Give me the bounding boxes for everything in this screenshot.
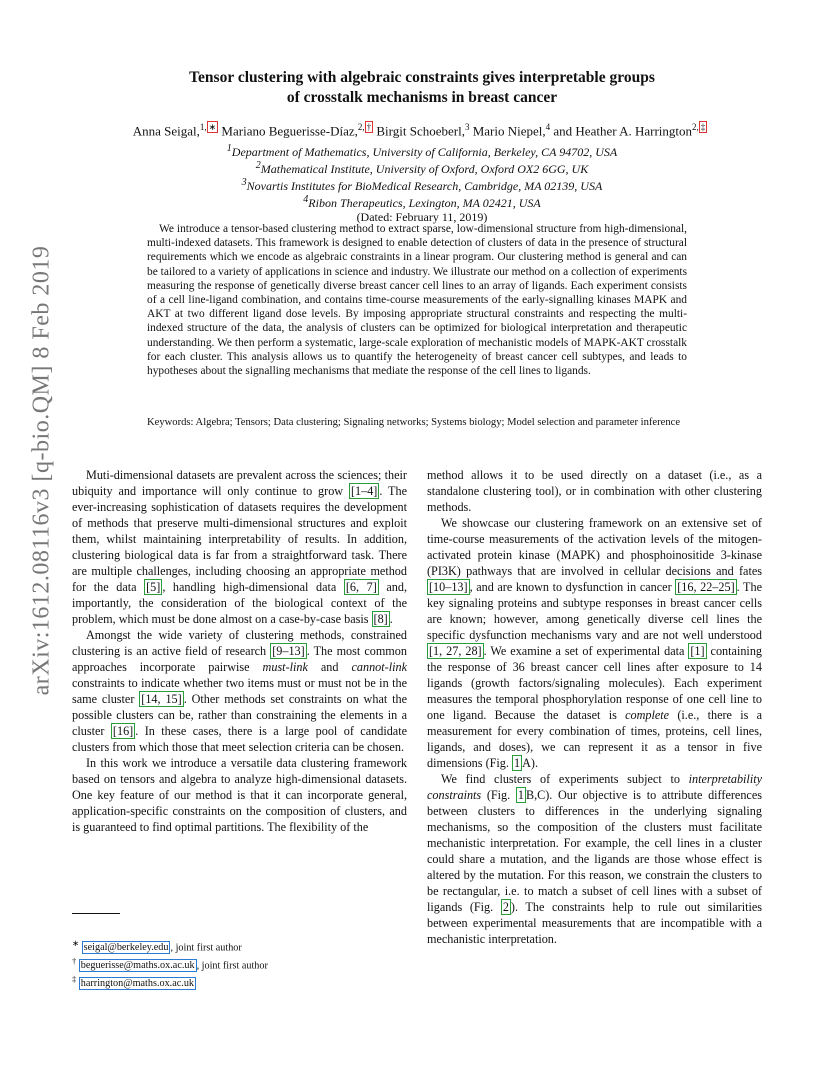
author-5-affil: 2,	[692, 122, 699, 132]
affiliation-3-text: Novartis Institutes for BioMedical Research, Cambridge, MA 02139, USA	[246, 179, 603, 193]
email-link[interactable]: seigal@berkeley.edu	[83, 942, 169, 954]
citation-link[interactable]: [5]	[146, 580, 161, 594]
footnote-2	[72, 955, 412, 973]
affiliation-4	[90, 193, 754, 210]
paragraph-5	[427, 515, 762, 771]
author-1-affil: 1,	[199, 122, 207, 132]
footnotes	[72, 937, 412, 990]
citation-link[interactable]: [1, 27, 28]	[429, 644, 482, 658]
title-line-2: of crosstalk mechanisms in breast cancer	[286, 89, 558, 106]
affiliation-4-number: 4	[303, 194, 309, 205]
figure-link[interactable]: 1	[517, 788, 524, 802]
text: . We examine a set of experimental data	[483, 644, 689, 658]
affiliation-1	[90, 142, 754, 159]
text: B,C). Our objective is to attribute differences between clusters to differences in the underlying signaling mechanisms, so the composition of the clusters must facilitate mechanistic interpretation. For example, the cell lines in a cluster could share a mutation, and the ligands are those whose effect is altered by the mutation. For this reason, we constrain the clusters to be rectangular, i.e. to match a subset of cell lines with a subset of ligands (Fig.	[427, 788, 762, 914]
author-5-footnote-link[interactable]: ‡	[700, 122, 706, 132]
title-line-1: Tensor clustering with algebraic constraints gives interpretable groups	[189, 69, 655, 86]
emphasis: cannot-link	[351, 660, 407, 674]
text: and, importantly, the consideration of the biological context of the problem, which must be done almost on a case-by-case basis	[72, 580, 407, 626]
text: containing the response of 36 breast cancer cell lines after exposure to 14 ligands (growth factors/signaling molecules). Each experiment measures the temporal phosphorylation response of one cell line to one ligand. Because the dataset is	[427, 644, 763, 722]
author-2-footnote-link[interactable]: †	[366, 122, 372, 132]
affiliation-1-text: Department of Mathematics, University of California, Berkeley, CA 94702, USA	[231, 145, 618, 159]
citation-link[interactable]: [1–4]	[350, 484, 378, 498]
keywords: Keywords: Algebra; Tensors; Data clustering; Signaling networks; Systems biology; Model selection and parameter inference	[147, 417, 681, 428]
text: and	[307, 660, 352, 674]
citation-link[interactable]: [10–13]	[429, 580, 468, 594]
text: ). The constraints help to rule out similarities between experimental measurements that are incompatible with a mechanistic interpretation.	[427, 900, 762, 946]
text: A).	[522, 756, 538, 770]
footnote-text: , joint first author	[196, 960, 268, 972]
author-4: Mario Niepel,	[469, 123, 546, 139]
affiliation-1-number: 1	[226, 143, 232, 154]
citation-link[interactable]: [8]	[373, 612, 388, 626]
email-link[interactable]: beguerisse@maths.ox.ac.uk	[80, 960, 195, 972]
author-4-affil: 4	[545, 122, 551, 132]
author-list	[60, 122, 780, 139]
author-1: Anna Seigal,	[132, 123, 200, 139]
emphasis: complete	[625, 708, 670, 722]
author-1-footnote-link[interactable]: ∗	[208, 122, 217, 132]
citation-link[interactable]: [16, 22–25]	[677, 580, 735, 594]
footnote-mark: ∗	[72, 938, 80, 948]
text: . The most common approaches incorporate pairwise	[72, 644, 407, 674]
text: We showcase our clustering framework on an extensive set of time-course measurements of the activation levels of the mitogen-activated protein kinase (MAPK) and phosphoinositide 3-kinase (PI3K) pathways that are involved in cellular decisions and fates	[427, 516, 762, 578]
footnote-mark: †	[72, 955, 77, 966]
author-5: and Heather A. Harrington	[550, 123, 693, 139]
text: , and are known to dysfunction in cancer	[469, 580, 676, 594]
author-2-affil: 2,	[357, 122, 365, 132]
paper-title	[90, 68, 754, 108]
text: . The key signaling proteins and subtype responses in breast cancer cells are known; however, among genetically diverse cell lines the specific dysfunction mechanisms vary and are not well understood	[427, 580, 762, 642]
paragraph-2	[72, 627, 407, 755]
text: Amongst the wide variety of clustering methods, constrained clustering is an active field of research	[72, 628, 407, 658]
text: . In these cases, there is a large pool of candidate clusters from which those that meet selection criteria can be chosen.	[72, 724, 407, 754]
text: , handling high-dimensional data	[162, 580, 344, 594]
text: .	[389, 612, 393, 626]
footnote-1	[72, 937, 412, 955]
text: . Other methods set constraints on what the possible clusters can be, rather than constraining the elements in a cluster	[72, 692, 407, 738]
author-3-affil: 3	[464, 122, 470, 132]
footnote-3	[72, 973, 412, 991]
paragraph-6	[427, 771, 762, 947]
affiliation-2-number: 2	[255, 160, 261, 171]
paragraph-4: method allows it to be used directly on a dataset (i.e., as a standalone clustering tool), or in combination with other clustering methods.	[427, 468, 762, 514]
text: Muti-dimensional datasets are prevalent across the sciences; their ubiquity and importance will only continue to grow	[72, 468, 407, 498]
citation-link[interactable]: [9–13]	[272, 644, 305, 658]
footnote-mark: ‡	[72, 973, 77, 984]
figure-link[interactable]: 1	[513, 756, 521, 770]
citation-link[interactable]: [1]	[690, 644, 705, 658]
affiliations	[90, 142, 754, 224]
emphasis: interpretability constraints	[427, 772, 762, 802]
affiliation-2-text: Mathematical Institute, University of Oxford, Oxford OX2 6GG, UK	[260, 162, 589, 176]
paragraph-1	[72, 467, 407, 627]
body-column-right	[427, 467, 762, 947]
affiliation-4-text: Ribon Therapeutics, Lexington, MA 02421, USA	[308, 196, 541, 210]
arxiv-sidebar-stamp	[12, 245, 72, 695]
abstract: We introduce a tensor-based clustering method to extract sparse, low-dimensional structure from high-dimensional, multi-indexed datasets. This framework is designed to enable detection of clusters of data in the presence of structural requirements which we encode as algebraic constraints in a linear program. Our clustering method is general and can be tailored to a variety of applications in science and industry. We illustrate our method on a collection of experiments measuring the response of genetically diverse breast cancer cell lines to an array of ligands. Each experiment consists of a cell line-ligand combination, and contains time-course measurements of the early-signalling kinases MAPK and AKT at two different ligand dose levels. By imposing appropriate structural constraints and respecting the multi-indexed structure of the data, the analysis of clusters can be optimized for biological interpretation and therapeutic understanding. We then perform a systematic, large-scale exploration of mechanistic models of MAPK-AKT crosstalk for each cluster. This analysis allows us to quantify the heterogeneity of breast cancer cell subtypes, and leads to hypotheses about the signalling mechanisms that mediate the response of the cell lines to ligands.	[147, 223, 687, 378]
paragraph-3: In this work we introduce a versatile data clustering framework based on tensors and algebra to analyze high-dimensional datasets. One key feature of our method is that it can incorporate general, application-specific constraints on the composition of clusters, and is guaranteed to find optimal partitions. The flexibility of the	[72, 756, 407, 834]
email-link[interactable]: harrington@maths.ox.ac.uk	[80, 977, 195, 989]
dated-line: (Dated: February 11, 2019)	[356, 210, 488, 224]
figure-link[interactable]: 2	[502, 900, 509, 914]
author-3: Birgit Schoeberl,	[373, 123, 465, 139]
text: We find clusters of experiments subject to	[441, 772, 689, 786]
text: (i.e., there is a measurement for every combination of times, proteins, cell lines, ligands, and doses), we can represent it as a tensor in five dimensions (Fig.	[427, 708, 762, 770]
text: constraints to indicate whether two items must or must not be in the same cluster	[72, 676, 407, 706]
affiliation-3-number: 3	[241, 177, 247, 188]
citation-link[interactable]: [14, 15]	[141, 692, 182, 706]
footnote-text: , joint first author	[170, 942, 242, 954]
emphasis: must-link	[262, 660, 308, 674]
affiliation-2	[90, 159, 754, 176]
citation-link[interactable]: [6, 7]	[345, 580, 377, 594]
text: . The ever-increasing sophistication of datasets requires the development of methods that preserve multi-dimensional structures and exploit them, whilst maintaining interpretability of results. In addition, clustering biological data is far from a straightforward task. There are multiple challenges, including choosing an appropriate method for the data	[72, 484, 407, 594]
footnote-divider	[72, 913, 120, 914]
body-column-left	[72, 467, 407, 835]
text: (Fig.	[481, 788, 516, 802]
citation-link[interactable]: [16]	[112, 724, 134, 738]
author-2: Mariano Beguerisse-Díaz,	[218, 123, 358, 139]
arxiv-id: arXiv:1612.08116v3 [q-bio.QM] 8 Feb 2019	[28, 245, 55, 695]
affiliation-3	[90, 176, 754, 193]
